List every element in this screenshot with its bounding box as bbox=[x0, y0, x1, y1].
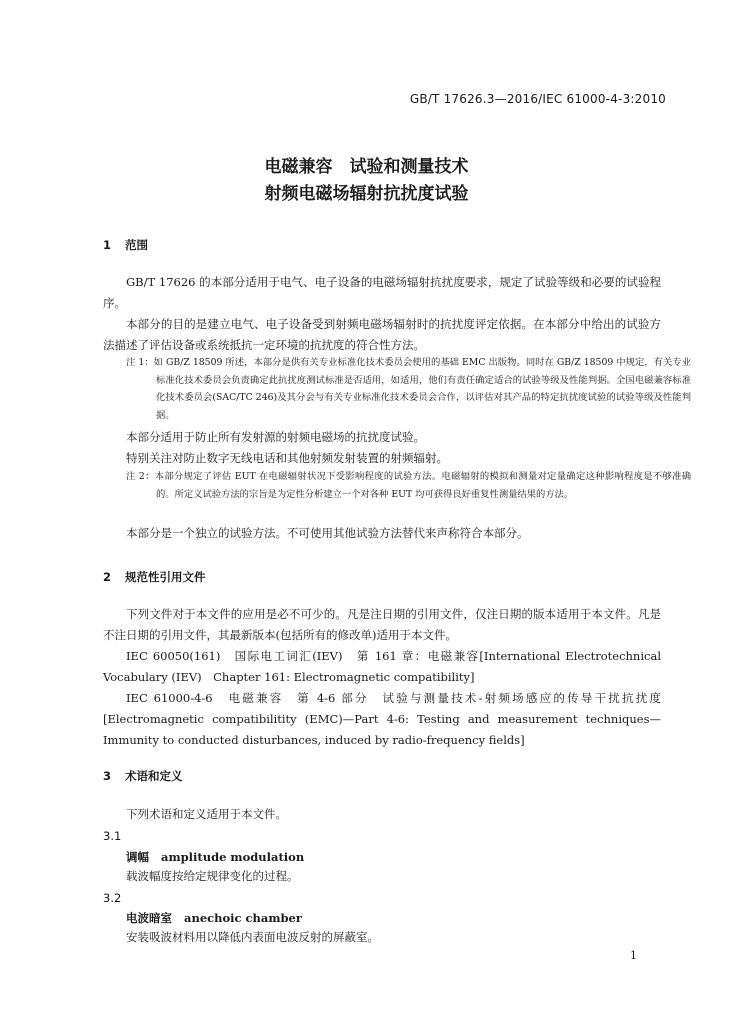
term-cn: 电波暗室 bbox=[126, 911, 172, 925]
term-definition: 载波幅度按给定规律变化的过程。 bbox=[126, 869, 299, 883]
term-en: anechoic chamber bbox=[184, 911, 302, 925]
reference-2: IEC 61000-4-6 电磁兼容 第 4-6 部分 试验与测量技术-射频场感应的传导干扰抗扰度[Electromagnetic compatibilitity (EMC)—Part 4-6: Testing and measurement techniques—Immunity to conducted disturbances, induced by radio-frequency fields] bbox=[103, 691, 661, 747]
note-1: 注 1：如 GB/Z 18509 所述，本部分是供有关专业标准化技术委员会使用的基础 EMC 出版物。同时在 GB/Z 18509 中规定，有关专业标准化技术委员会负责确定此抗扰度测试标准是否适用，如适用，他们有责任确定适合的试验等级及性能判据。全国电磁兼容标准化技术委员会(SAC/TC 246)及其分会与有关专业标准化技术委员会合作，以评估对其产品的特定抗扰度试验的试验等级及性能判据。 bbox=[126, 357, 691, 421]
title-line-1: 电磁兼容 试验和测量技术 bbox=[264, 157, 469, 177]
paragraph: 本部分适用于防止所有发射源的射频电磁场的抗扰度试验。 bbox=[126, 430, 425, 444]
paragraph: 本部分的目的是建立电气、电子设备受到射频电磁场辐射时的抗扰度评定依据。在本部分中给出的试验方法描述了评估设备或系统抵抗一定环境的抗扰度的符合性方法。 bbox=[103, 317, 661, 352]
section-title: 规范性引用文件 bbox=[125, 570, 206, 584]
term-number: 3.2 bbox=[103, 891, 122, 905]
section-title: 术语和定义 bbox=[125, 769, 183, 783]
section-number: 2 bbox=[103, 570, 112, 584]
paragraph: 下列文件对于本文件的应用是必不可少的。凡是注日期的引用文件，仅注日期的版本适用于本文件。凡是不注日期的引用文件，其最新版本(包括所有的修改单)适用于本文件。 bbox=[103, 607, 661, 642]
paragraph: 特别关注对防止数字无线电话和其他射频发射装置的射频辐射。 bbox=[126, 451, 448, 465]
term-cn: 调幅 bbox=[126, 850, 149, 864]
section-2-heading bbox=[103, 569, 206, 585]
term-title bbox=[126, 910, 302, 926]
term-title bbox=[126, 849, 304, 865]
paragraph: 本部分是一个独立的试验方法。不可使用其他试验方法替代来声称符合本部分。 bbox=[126, 526, 529, 540]
section-1-heading bbox=[103, 237, 148, 253]
term-definition: 安装吸波材料用以降低内表面电波反射的屏蔽室。 bbox=[126, 930, 379, 944]
term-number: 3.1 bbox=[103, 829, 122, 843]
section-3-heading bbox=[103, 768, 183, 784]
term-en: amplitude modulation bbox=[161, 850, 305, 864]
section-number: 1 bbox=[103, 238, 112, 252]
reference-1: IEC 60050(161) 国际电工词汇(IEV) 第 161 章：电磁兼容[International Electrotechnical Vocabulary (IEV) Chapter 161: Electromagnetic compatibility] bbox=[103, 649, 661, 684]
paragraph: 下列术语和定义适用于本文件。 bbox=[126, 807, 287, 821]
page-number: 1 bbox=[630, 949, 637, 962]
note-2: 注 2：本部分规定了评估 EUT 在电磁辐射状况下受影响程度的试验方法。电磁辐射的模拟和测量对定量确定这种影响程度是不够准确的。所定义试验方法的宗旨是为定性分析建立一个对各种 EUT 均可获得良好重复性测量结果的方法。 bbox=[126, 471, 691, 500]
paragraph: GB/T 17626 的本部分适用于电气、电子设备的电磁场辐射抗扰度要求，规定了试验等级和必要的试验程序。 bbox=[103, 275, 661, 310]
standard-number: GB/T 17626.3—2016/IEC 61000-4-3:2010 bbox=[409, 92, 666, 106]
section-number: 3 bbox=[103, 769, 112, 783]
section-title: 范围 bbox=[125, 238, 148, 252]
title-line-2: 射频电磁场辐射抗扰度试验 bbox=[264, 184, 469, 204]
